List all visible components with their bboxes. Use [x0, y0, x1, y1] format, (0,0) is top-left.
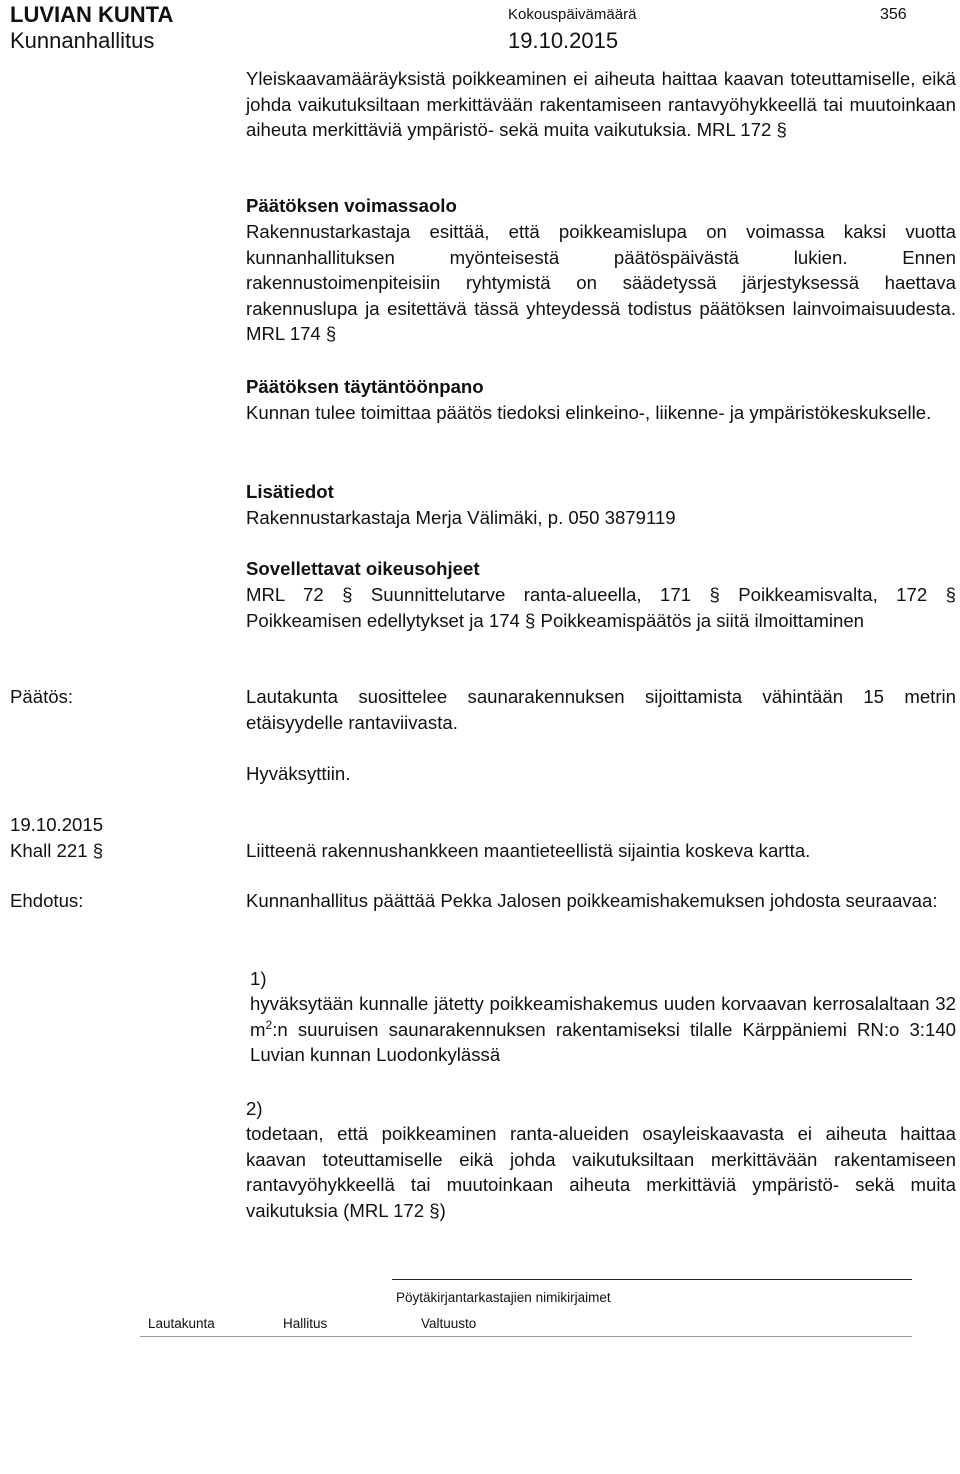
- section-heading-voimassaolo: Päätöksen voimassaolo: [246, 195, 457, 216]
- signature-column-hallitus: Hallitus: [283, 1316, 328, 1331]
- signature-top-rule: [392, 1279, 912, 1280]
- khall-reference: Khall 221 §: [10, 840, 104, 861]
- item-number: 2): [246, 1098, 263, 1119]
- signature-column-lautakunta: Lautakunta: [148, 1316, 215, 1331]
- body-name: Kunnanhallitus: [10, 28, 155, 53]
- signature-column-valtuusto: Valtuusto: [421, 1316, 477, 1331]
- item-text-part: hyväksytään kunnalle jätetty poikkeamishakemus uuden korvaavan kerrosalaltaan 32 m: [250, 993, 956, 1040]
- list-item-1: [250, 991, 956, 1068]
- section-heading-oikeusohjeet: Sovellettavat oikeusohjeet: [246, 558, 480, 579]
- date-label: Kokouspäivämäärä: [508, 6, 637, 23]
- khall-date: 19.10.2015: [10, 814, 104, 835]
- organization-name: LUVIAN KUNTA: [10, 2, 174, 27]
- superscript: 2: [265, 1017, 273, 1032]
- intro-paragraph: Yleiskaavamääräyksistä poikkeaminen ei aiheuta haittaa kaavan toteuttamiselle, eikä johda vaikutuksiltaan merkittävään rakentamiseen rantavyöhykkeellä tai muutoinkaan aiheuta merkittäviä ympäristö- sekä muita vaikutuksia. MRL 172 §: [246, 68, 956, 140]
- ehdotus-text: Kunnanhallitus päättää Pekka Jalosen poikkeamishakemuksen johdosta seuraavaa:: [246, 890, 938, 911]
- signature-area: [140, 1336, 912, 1455]
- section-text-taytantoonpano: Kunnan tulee toimittaa päätös tiedoksi elinkeino-, liikenne- ja ympäristökeskukselle.: [246, 402, 932, 423]
- section-text-oikeusohjeet: MRL 72 § Suunnittelutarve ranta-alueella, 171 § Poikkeamisvalta, 172 § Poikkeamisen edellytykset ja 174 § Poikkeamispäätös ja siitä ilmoittaminen: [246, 584, 956, 631]
- signature-title: Pöytäkirjantarkastajien nimikirjaimet: [396, 1290, 611, 1305]
- item-text-part: :n suuruisen saunarakennuksen rakentamiseksi tilalle Kärppäniemi RN:o 3:140 Luvian kunnan Luodonkylässä: [250, 1018, 956, 1065]
- paatos-text: Lautakunta suosittelee saunarakennuksen sijoittamista vähintään 15 metrin etäisyydelle rantaviivasta.: [246, 686, 956, 733]
- section-heading-lisatiedot: Lisätiedot: [246, 481, 334, 502]
- section-text-lisatiedot: Rakennustarkastaja Merja Välimäki, p. 050 3879119: [246, 507, 676, 528]
- meeting-date: 19.10.2015: [508, 28, 619, 53]
- attachment-note: Liitteenä rakennushankkeen maantieteellistä sijaintia koskeva kartta.: [246, 840, 811, 861]
- item-number: 1): [250, 968, 267, 989]
- paatos-approved: Hyväksyttiin.: [246, 763, 351, 784]
- ehdotus-label: Ehdotus:: [10, 890, 84, 911]
- list-item-2: todetaan, että poikkeaminen ranta-alueiden osayleiskaavasta ei aiheuta haittaa kaavan toteuttamiselle eikä johda vaikutuksiltaan merkittävään rakentamiseen rantavyöhykkeellä tai muutoinkaan aiheuta merkittäviä ympäristö- sekä muita vaikutuksia (MRL 172 §): [246, 1123, 956, 1221]
- section-text-voimassaolo: Rakennustarkastaja esittää, että poikkeamislupa on voimassa kaksi vuotta kunnanhallituksen myönteisestä päätöspäivästä lukien. Ennen rakennustoimenpiteisiin ryhtymistä on säädetyssä järjestyksessä haettava rakennuslupa ja esitettävä tässä yhteydessä todistus päätöksen lainvoimaisuudesta. MRL 174 §: [246, 221, 956, 344]
- page-number: 356: [880, 6, 907, 23]
- paatos-label: Päätös:: [10, 686, 74, 707]
- section-heading-taytantoonpano: Päätöksen täytäntöönpano: [246, 376, 484, 397]
